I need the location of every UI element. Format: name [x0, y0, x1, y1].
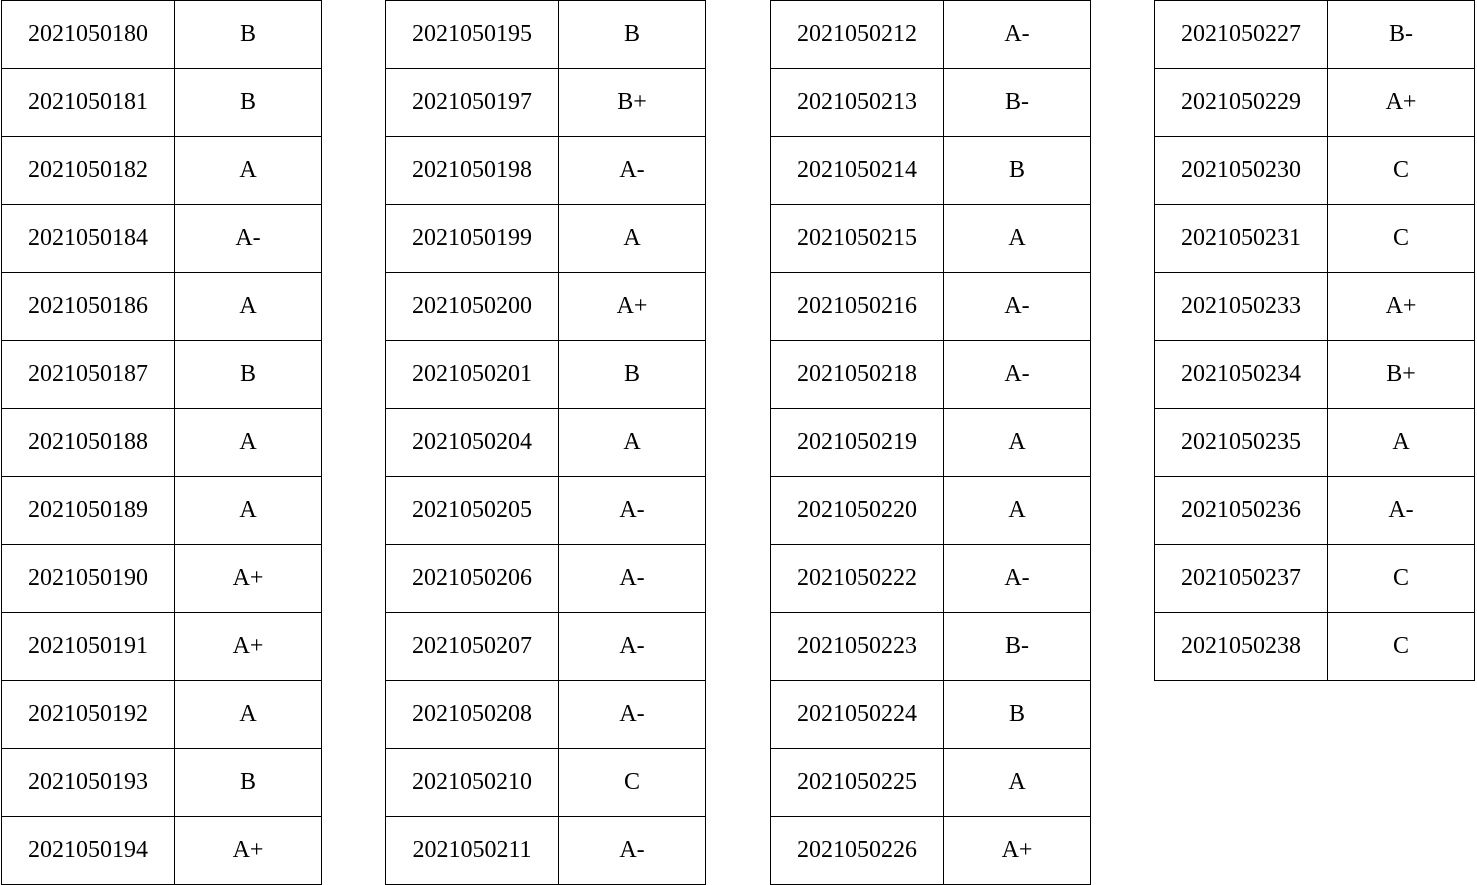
student-id-cell: 2021050181	[2, 69, 175, 137]
grade-cell: B	[559, 341, 706, 409]
table-row	[2, 409, 322, 477]
grade-cell: A	[1328, 409, 1475, 477]
grades-table-1	[1, 0, 322, 885]
table-row	[386, 681, 706, 749]
table-row	[2, 613, 322, 681]
student-id-cell: 2021050238	[1155, 613, 1328, 681]
table-row	[1155, 137, 1475, 205]
student-id-cell: 2021050223	[771, 613, 944, 681]
grade-cell: A-	[559, 681, 706, 749]
student-id-cell: 2021050214	[771, 137, 944, 205]
student-id-cell: 2021050211	[386, 817, 559, 885]
table-row	[386, 613, 706, 681]
student-id-cell: 2021050207	[386, 613, 559, 681]
student-id-cell: 2021050220	[771, 477, 944, 545]
table-row	[1155, 69, 1475, 137]
grade-cell: A-	[559, 545, 706, 613]
grades-table-2	[385, 0, 706, 885]
student-id-cell: 2021050230	[1155, 137, 1328, 205]
table-row	[386, 545, 706, 613]
grade-cell: A-	[559, 817, 706, 885]
grade-cell: C	[1328, 137, 1475, 205]
grade-cell: C	[1328, 613, 1475, 681]
table-row	[771, 205, 1091, 273]
student-id-cell: 2021050188	[2, 409, 175, 477]
grade-cell: A-	[944, 1, 1091, 69]
grade-cell: C	[559, 749, 706, 817]
student-id-cell: 2021050235	[1155, 409, 1328, 477]
student-id-cell: 2021050186	[2, 273, 175, 341]
grade-cell: B	[175, 1, 322, 69]
grades-table-body	[386, 1, 706, 885]
grade-cell: B	[175, 69, 322, 137]
grades-table-3	[770, 0, 1091, 885]
student-id-cell: 2021050206	[386, 545, 559, 613]
grade-cell: B	[175, 341, 322, 409]
student-id-cell: 2021050210	[386, 749, 559, 817]
student-id-cell: 2021050213	[771, 69, 944, 137]
grade-cell: A+	[175, 613, 322, 681]
table-row	[771, 1, 1091, 69]
grade-cell: B	[944, 137, 1091, 205]
table-row	[386, 749, 706, 817]
grade-cell: A-	[559, 477, 706, 545]
table-row	[2, 1, 322, 69]
grade-cell: A	[944, 409, 1091, 477]
table-row	[386, 409, 706, 477]
table-row	[386, 137, 706, 205]
table-row	[1155, 341, 1475, 409]
grades-table-4	[1154, 0, 1475, 681]
grade-cell: A+	[1328, 69, 1475, 137]
grade-cell: A	[559, 205, 706, 273]
table-row	[1155, 205, 1475, 273]
grade-cell: C	[1328, 205, 1475, 273]
student-id-cell: 2021050216	[771, 273, 944, 341]
grade-cell: B-	[1328, 1, 1475, 69]
student-id-cell: 2021050199	[386, 205, 559, 273]
table-row	[1155, 613, 1475, 681]
grade-cell: B-	[944, 69, 1091, 137]
table-row	[2, 205, 322, 273]
grade-cell: A	[559, 409, 706, 477]
table-row	[386, 69, 706, 137]
grade-cell: A-	[559, 137, 706, 205]
student-id-cell: 2021050224	[771, 681, 944, 749]
table-row	[2, 341, 322, 409]
grade-cell: A	[944, 477, 1091, 545]
table-row	[771, 137, 1091, 205]
student-id-cell: 2021050195	[386, 1, 559, 69]
student-id-cell: 2021050190	[2, 545, 175, 613]
student-id-cell: 2021050227	[1155, 1, 1328, 69]
student-id-cell: 2021050192	[2, 681, 175, 749]
student-id-cell: 2021050231	[1155, 205, 1328, 273]
student-id-cell: 2021050193	[2, 749, 175, 817]
table-row	[1155, 477, 1475, 545]
student-id-cell: 2021050187	[2, 341, 175, 409]
grade-cell: B+	[1328, 341, 1475, 409]
grades-table-body	[771, 1, 1091, 885]
student-id-cell: 2021050226	[771, 817, 944, 885]
student-id-cell: 2021050197	[386, 69, 559, 137]
grade-cell: B+	[559, 69, 706, 137]
grade-cell: A-	[944, 273, 1091, 341]
grade-cell: B	[944, 681, 1091, 749]
table-row	[386, 817, 706, 885]
student-id-cell: 2021050234	[1155, 341, 1328, 409]
table-row	[771, 69, 1091, 137]
table-row	[1155, 273, 1475, 341]
table-row	[386, 341, 706, 409]
student-id-cell: 2021050229	[1155, 69, 1328, 137]
student-id-cell: 2021050189	[2, 477, 175, 545]
table-row	[2, 69, 322, 137]
grade-cell: B	[559, 1, 706, 69]
table-row	[771, 613, 1091, 681]
table-row	[771, 681, 1091, 749]
student-id-cell: 2021050204	[386, 409, 559, 477]
student-id-cell: 2021050182	[2, 137, 175, 205]
grade-cell: A-	[559, 613, 706, 681]
grade-cell: A-	[1328, 477, 1475, 545]
student-id-cell: 2021050205	[386, 477, 559, 545]
table-row	[2, 137, 322, 205]
table-row	[386, 1, 706, 69]
student-id-cell: 2021050215	[771, 205, 944, 273]
table-row	[771, 273, 1091, 341]
table-row	[386, 205, 706, 273]
table-row	[1155, 1, 1475, 69]
table-row	[771, 545, 1091, 613]
grade-cell: A+	[1328, 273, 1475, 341]
table-row	[771, 341, 1091, 409]
student-id-cell: 2021050218	[771, 341, 944, 409]
grade-cell: A	[944, 205, 1091, 273]
student-id-cell: 2021050200	[386, 273, 559, 341]
grade-cell: A-	[944, 545, 1091, 613]
student-id-cell: 2021050194	[2, 817, 175, 885]
grade-cell: A+	[944, 817, 1091, 885]
student-id-cell: 2021050212	[771, 1, 944, 69]
grade-cell: A	[175, 273, 322, 341]
student-id-cell: 2021050184	[2, 205, 175, 273]
grade-cell: A	[175, 137, 322, 205]
table-row	[1155, 409, 1475, 477]
grade-cell: A	[944, 749, 1091, 817]
table-row	[2, 681, 322, 749]
grade-cell: C	[1328, 545, 1475, 613]
student-id-cell: 2021050180	[2, 1, 175, 69]
grade-cell: A+	[175, 545, 322, 613]
student-id-cell: 2021050233	[1155, 273, 1328, 341]
grade-cell: A+	[175, 817, 322, 885]
student-id-cell: 2021050198	[386, 137, 559, 205]
grade-cell: A-	[175, 205, 322, 273]
table-row	[771, 409, 1091, 477]
table-row	[386, 477, 706, 545]
table-row	[2, 749, 322, 817]
table-row	[771, 749, 1091, 817]
table-row	[771, 817, 1091, 885]
student-id-cell: 2021050208	[386, 681, 559, 749]
grade-cell: B-	[944, 613, 1091, 681]
table-row	[2, 273, 322, 341]
student-id-cell: 2021050236	[1155, 477, 1328, 545]
grade-cell: A	[175, 681, 322, 749]
grade-cell: A	[175, 477, 322, 545]
table-row	[2, 817, 322, 885]
grades-table-body	[2, 1, 322, 885]
student-id-cell: 2021050225	[771, 749, 944, 817]
student-id-cell: 2021050222	[771, 545, 944, 613]
grades-table-body	[1155, 1, 1475, 681]
grade-cell: A-	[944, 341, 1091, 409]
grade-cell: B	[175, 749, 322, 817]
table-row	[1155, 545, 1475, 613]
student-id-cell: 2021050237	[1155, 545, 1328, 613]
table-row	[2, 477, 322, 545]
table-row	[771, 477, 1091, 545]
table-row	[386, 273, 706, 341]
table-row	[2, 545, 322, 613]
student-id-cell: 2021050191	[2, 613, 175, 681]
grade-cell: A	[175, 409, 322, 477]
student-id-cell: 2021050219	[771, 409, 944, 477]
student-id-cell: 2021050201	[386, 341, 559, 409]
grade-cell: A+	[559, 273, 706, 341]
